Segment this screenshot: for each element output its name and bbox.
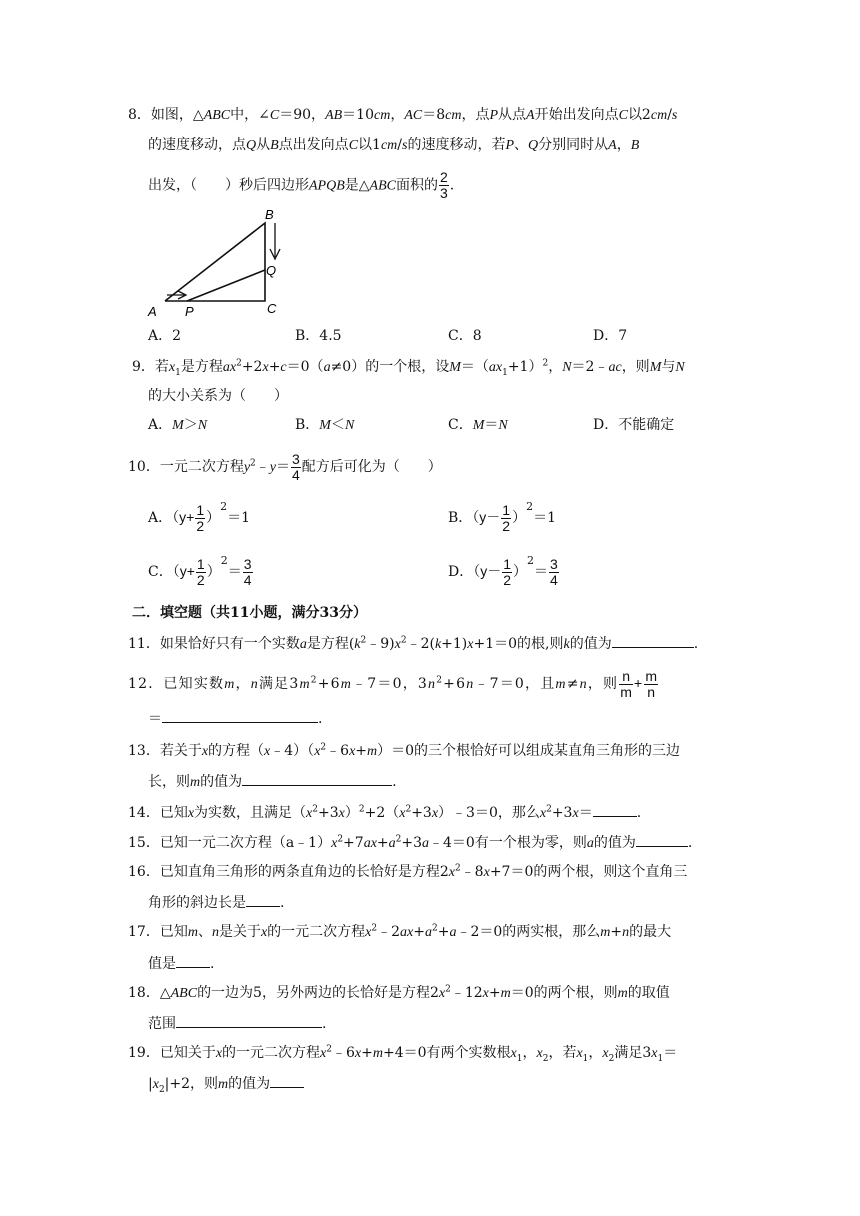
q9-option-c: C．M＝N <box>448 417 508 433</box>
q10-number: 10． <box>128 459 160 475</box>
q8-option-d: D．7 <box>593 328 628 344</box>
q12-answer-blank[interactable] <box>162 708 318 723</box>
q8-line-2: 的速度移动，点Q从B点出发向点C以1cm/s的速度移动，若P、Q分别同时从A，B <box>148 137 640 153</box>
q8-option-c: C．8 <box>448 328 482 344</box>
q9-option-a: A．M＞N <box>148 417 208 433</box>
q9-number: 9． <box>132 359 155 375</box>
q11-line-1: 11．如果恰好只有一个实数a是方程$(k^2﹣9)x^2﹣2(k+1)x+1=0$的根,则k的值为 . <box>128 633 698 655</box>
q19-line-2: $|x_2|+2$，则m的值为 <box>148 1073 304 1095</box>
q8-line-3: 出发，（ ）秒后四边形APQB是△ABC面积的 $\frac{2}{3}$ . <box>148 169 455 201</box>
q8-fraction: $\frac{2}{3}$ <box>440 169 448 201</box>
label-A: A <box>148 304 157 319</box>
q10-line-1: 10．一元二次方程$y^2﹣y=$ $\frac{3}{4}$ 配方后可化为（ ） <box>128 450 442 483</box>
q13-answer-blank[interactable] <box>242 771 392 786</box>
triangle-figure <box>145 205 290 320</box>
q9-line-2: 的大小关系为（ ） <box>148 388 288 404</box>
q9-option-b: B．M＜N <box>295 417 355 433</box>
q18-answer-blank[interactable] <box>176 1013 322 1028</box>
q15-answer-blank[interactable] <box>636 832 688 847</box>
q14-line-1: 14．已知x为实数，且满足$(x^2+3x)^2+2(x^2+3x)﹣3=0$，那么$x^2+3x=$ . <box>128 802 641 824</box>
q11-answer-blank[interactable] <box>612 633 694 648</box>
q12-line-2: ＝ . <box>148 708 322 729</box>
q10-option-d: D．（y－ $\frac{1}{2}$ ）$^2$＝ $\frac{3}{4}$ <box>448 554 558 588</box>
q10-option-a: A．（y+ $\frac{1}{2}$ ）$^2$＝1 <box>148 500 251 534</box>
q8-number: 8． <box>128 107 151 123</box>
q12-line-1: 12．已知实数m，n满足$3m^2+6m﹣7=0$，$3n^2+6n﹣7=0$，且m≠n，则 $\frac{n}{m}$ + $\frac{m}{n}$ <box>128 667 657 700</box>
q17-line-2: 值是 . <box>148 953 214 974</box>
q18-line-1: 18．△ABC的一边为5，另外两边的长恰好是方程$2x^2﹣12x+m=0$的两个根，则m的取值 <box>128 984 670 1001</box>
q18-line-2: 范围 . <box>148 1013 326 1034</box>
q17-line-1: 17．已知m、n是关于x的一元二次方程$x^2﹣2ax+a^2+a﹣2=0$的两实根，那么m+n的最大 <box>128 923 672 940</box>
q16-line-2: 角形的斜边长是 . <box>148 892 284 913</box>
q8-option-b: B．4.5 <box>295 328 342 344</box>
q19-line-1: 19．已知关于x的一元二次方程$x^2﹣6x+m+4=0$有两个实数根$x_1$，$x_2$，若$x_1$，$x_2$满足$3x_1=$ <box>128 1044 678 1064</box>
q14-answer-blank[interactable] <box>593 802 637 817</box>
q8-option-a: A．2 <box>148 328 182 344</box>
label-C: C <box>267 301 277 316</box>
q10-option-b: B．（y－ $\frac{1}{2}$ ）$^2$＝1 <box>448 500 557 534</box>
q13-line-2: 长，则m的值为 . <box>148 771 397 793</box>
q16-answer-blank[interactable] <box>246 892 280 907</box>
q8-line-1: 8．如图，△ABC中，∠C＝90，AB＝10cm，AC＝8cm，点P从点A开始出发向点C以2cm/s <box>128 107 678 123</box>
section-title-fill-in: 二．填空题（共11小题，满分33分） <box>132 605 367 621</box>
q13-line-1: 13．若关于x的方程$(x﹣4)(x^2﹣6x+m)=0$的三个根恰好可以组成某直角三角形的三边 <box>128 742 681 759</box>
label-P: P <box>185 304 194 319</box>
q9-option-d: D．不能确定 <box>593 417 675 433</box>
label-B: B <box>265 207 274 222</box>
q9-line-1: 9．若$x_1$是方程$ax^2+2x+c=0(a\ne 0)$的一个根，设$M=(ax_1+1)^2$，N＝2﹣ac，则M与N <box>132 358 685 378</box>
q15-line-1: 15．已知一元二次方程$(a﹣1)x^2+7ax+a^2+3a﹣4=0$有一个根为零，则a的值为 . <box>128 832 692 854</box>
q17-answer-blank[interactable] <box>176 953 210 968</box>
q19-answer-blank[interactable] <box>270 1073 304 1088</box>
q10-option-c: C．（y+ $\frac{1}{2}$ ）$^2$＝ $\frac{3}{4}$ <box>148 554 252 588</box>
q16-line-1: 16．已知直角三角形的两条直角边的长恰好是方程$2x^2﹣8x+7=0$的两个根，则这个直角三 <box>128 863 688 880</box>
label-Q: Q <box>266 263 277 278</box>
